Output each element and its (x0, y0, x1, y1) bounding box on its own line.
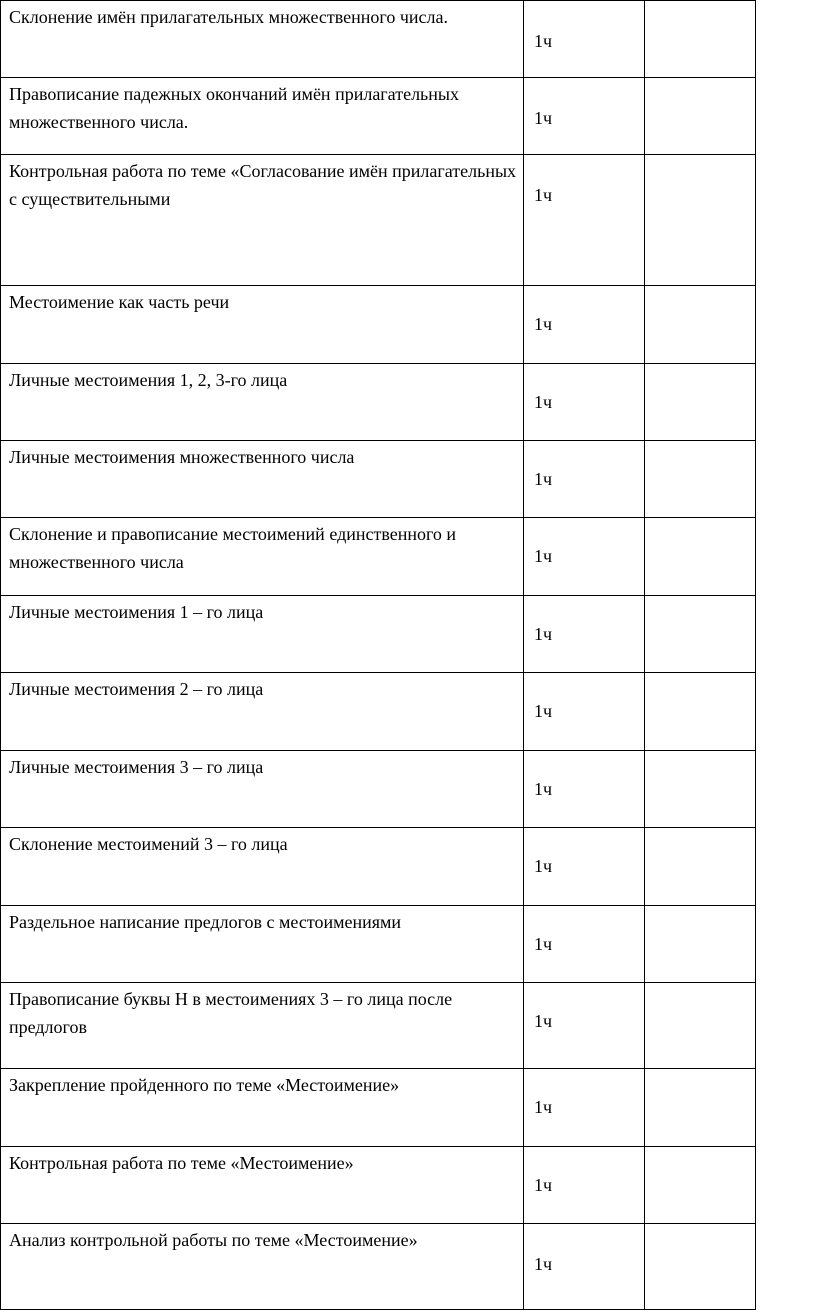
empty-cell (645, 78, 756, 155)
empty-cell (645, 1, 756, 78)
topic-cell: Склонение имён прилагательных множественного числа. (1, 1, 524, 78)
table-row (1, 596, 756, 673)
hours-value: 1ч (534, 185, 553, 205)
empty-cell (645, 518, 756, 596)
hours-cell (524, 983, 645, 1069)
hours-value: 1ч (534, 31, 553, 51)
topic-cell: Правописание буквы Н в местоимениях 3 – го лица после предлогов (1, 983, 524, 1069)
table-row (1, 1069, 756, 1147)
hours-value: 1ч (534, 1097, 553, 1117)
hours-cell (524, 1147, 645, 1224)
empty-cell (645, 1069, 756, 1147)
hours-cell (524, 596, 645, 673)
topic-cell: Раздельное написание предлогов с местоимениями (1, 906, 524, 983)
topic-cell: Личные местоимения 3 – го лица (1, 751, 524, 828)
hours-cell (524, 1069, 645, 1147)
empty-cell (645, 286, 756, 364)
hours-value: 1ч (534, 856, 553, 876)
table-row (1, 1147, 756, 1224)
hours-value: 1ч (534, 701, 553, 721)
table-row (1, 673, 756, 751)
hours-cell (524, 906, 645, 983)
table-row (1, 751, 756, 828)
hours-cell (524, 155, 645, 286)
hours-value: 1ч (534, 108, 553, 128)
topic-cell: Местоимение как часть речи (1, 286, 524, 364)
hours-cell (524, 1, 645, 78)
empty-cell (645, 596, 756, 673)
hours-value: 1ч (534, 469, 553, 489)
topic-cell: Личные местоимения множественного числа (1, 441, 524, 518)
table-row (1, 983, 756, 1069)
table-row (1, 364, 756, 441)
hours-cell (524, 673, 645, 751)
table-row (1, 78, 756, 155)
topic-cell: Склонение и правописание местоимений единственного и множественного числа (1, 518, 524, 596)
hours-value: 1ч (534, 1011, 553, 1031)
topic-cell: Правописание падежных окончаний имён прилагательных множественного числа. (1, 78, 524, 155)
table-row (1, 155, 756, 286)
hours-value: 1ч (534, 624, 553, 644)
hours-value: 1ч (534, 934, 553, 954)
empty-cell (645, 155, 756, 286)
topic-cell: Контрольная работа по теме «Местоимение» (1, 1147, 524, 1224)
hours-value: 1ч (534, 1175, 553, 1195)
empty-cell (645, 983, 756, 1069)
topic-cell: Личные местоимения 1, 2, 3-го лица (1, 364, 524, 441)
empty-cell (645, 364, 756, 441)
hours-cell (524, 828, 645, 906)
table-row (1, 1, 756, 78)
hours-cell (524, 751, 645, 828)
table-row (1, 906, 756, 983)
hours-cell (524, 441, 645, 518)
empty-cell (645, 1147, 756, 1224)
table-row (1, 518, 756, 596)
empty-cell (645, 1224, 756, 1310)
empty-cell (645, 441, 756, 518)
table-row (1, 441, 756, 518)
hours-cell (524, 364, 645, 441)
empty-cell (645, 673, 756, 751)
topic-cell: Личные местоимения 1 – го лица (1, 596, 524, 673)
topic-cell: Контрольная работа по теме «Согласование имён прилагательных с существительными (1, 155, 524, 286)
hours-value: 1ч (534, 1254, 553, 1274)
hours-value: 1ч (534, 392, 553, 412)
topic-cell: Склонение местоимений 3 – го лица (1, 828, 524, 906)
hours-cell (524, 518, 645, 596)
hours-cell (524, 78, 645, 155)
table-row (1, 828, 756, 906)
table-row (1, 1224, 756, 1310)
hours-value: 1ч (534, 779, 553, 799)
hours-cell (524, 286, 645, 364)
empty-cell (645, 906, 756, 983)
topic-cell: Анализ контрольной работы по теме «Местоимение» (1, 1224, 524, 1310)
hours-cell (524, 1224, 645, 1310)
hours-value: 1ч (534, 546, 553, 566)
table-row (1, 286, 756, 364)
topic-cell: Закрепление пройденного по теме «Местоимение» (1, 1069, 524, 1147)
empty-cell (645, 751, 756, 828)
hours-value: 1ч (534, 314, 553, 334)
empty-cell (645, 828, 756, 906)
topic-cell: Личные местоимения 2 – го лица (1, 673, 524, 751)
